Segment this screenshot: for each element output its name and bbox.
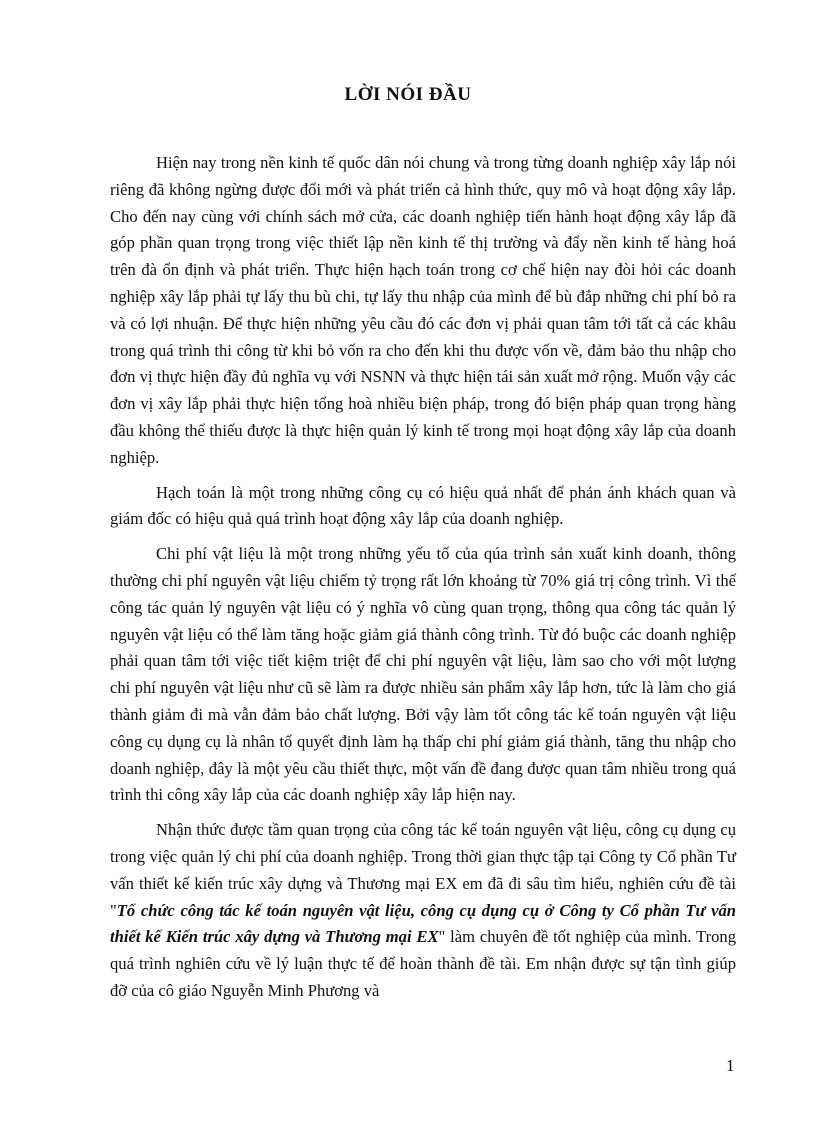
paragraph-topic-after: " làm chuyên đề tốt nghiệp của mình. Trong quá trình nghiên cứu về lý luận thực tế để hoàn thành đề tài. Em nhận được sự tận tình giúp đỡ của cô giáo Nguyễn Minh Phương và [110,927,737,1000]
page-number: 1 [726,1056,735,1075]
paragraph-accounting: Hạch toán là một trong những công cụ có hiệu quả nhất để phản ánh khách quan và giám đốc có hiệu quả quá trình hoạt động xây lắp của doanh nghiệp. [110,482,736,529]
document-body [110,150,736,1013]
paragraph-topic [110,817,736,1005]
paragraph-topic-before: Nhận thức được tầm quan trọng của công tác kế toán nguyên vật liệu, công cụ dụng cụ trong việc quản lý chi phí của doanh nghiệp. Trong thời gian thực tập tại Công ty Cổ phần Tư vấn thiết kế kiến trúc xây dựng và Thương mại EX em đã đi sâu tìm hiểu, nghiên cứu đề tài " [110,820,736,920]
paragraph-material-cost: Chi phí vật liệu là một trong những yếu tố của qúa trình sản xuất kinh doanh, thông thường chi phí nguyên vật liệu chiếm tỷ trọng rất lớn khoảng từ 70% giá trị công trình. Vì thế công tác quản lý nguyên vật liệu có ý nghĩa vô cùng quan trọng, thông qua công tác quản lý nguyên vật liệu có thể làm tăng hoặc giảm giá thành công trình. Từ đó buộc các doanh nghiệp phải quan tâm tới việc tiết kiệm triệt để chi phí nguyên vật liệu, làm sao cho với một lượng chi phí nguyên vật liệu như cũ sẽ làm ra được nhiều sản phẩm xây lắp hơn, tức là làm cho giá thành giảm đi mà vẫn đảm bảo chất lượng. Bởi vậy làm tốt công tác kế toán nguyên vật liệu công cụ dụng cụ là nhân tố quyết định làm hạ thấp chi phí giảm giá thành, tăng thu nhập cho doanh nghiệp, đây là một yêu cầu thiết thực, một vấn đề đang được quan tâm nhiều trong quá trình thi công xây lắp của các doanh nghiệp xây lắp hiện nay. [110,544,736,805]
page-title: LỜI NÓI ĐẦU [344,84,472,105]
thesis-title-emphasis: Tổ chức công tác kế toán nguyên vật liệu, công cụ dụng cụ ở Công ty Cổ phần Tư vấn thiết kế Kiến trúc xây dựng và Thương mại EX [110,900,736,947]
paragraph-intro: Hiện nay trong nền kinh tế quốc dân nói chung và trong từng doanh nghiệp xây lắp nói riêng đã không ngừng được đổi mới và phát triển cả hình thức, quy mô và hoạt động xây lắp. Cho đến nay cùng với chính sách mở cửa, các doanh nghiệp tiến hành hoạt động xây lắp đã góp phần quan trọng trong việc thiết lập nền kinh tế thị trường và đẩy nền kinh tế hàng hoá trên đà ổn định và phát triển. Thực hiện hạch toán trong cơ chế hiện nay đòi hỏi các doanh nghiệp xây lắp phải tự lấy thu bù chi, tự lấy thu nhập của mình để bù đắp những chi phí bỏ ra và có lợi nhuận. Để thực hiện những yêu cầu đó các đơn vị phải quan tâm tới tất cả các khâu trong quá trình thi công từ khi bỏ vốn ra cho đến khi thu được vốn về, đảm bảo thu nhập cho đơn vị thực hiện đầy đủ nghĩa vụ với NSNN và thực hiện tái sản xuất mở rộng. Muốn vậy các đơn vị xây lắp phải thực hiện tổng hoà nhiều biện pháp, trong đó biện pháp quan trọng hàng đầu không thể thiếu được là thực hiện quản lý kinh tế trong mọi hoạt động xây lắp của doanh nghiệp. [110,153,736,467]
